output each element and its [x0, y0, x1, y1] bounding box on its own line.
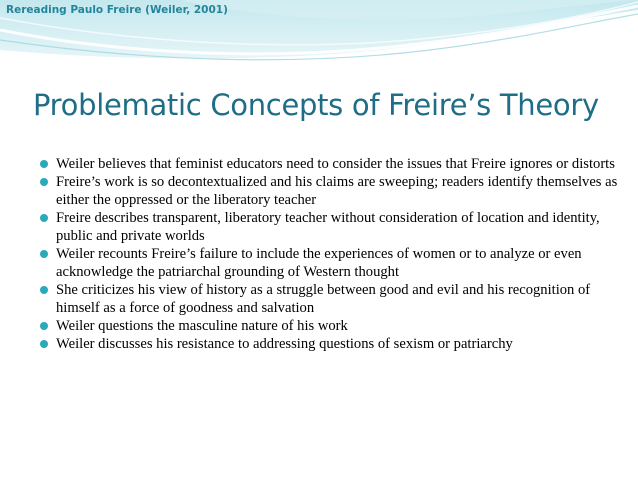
circle-bullet-icon: [40, 160, 48, 168]
bullet-item: [40, 209, 620, 245]
circle-bullet-icon: [40, 178, 48, 186]
bullet-item: [40, 173, 620, 209]
bullet-text: She criticizes his view of history as a struggle between good and evil and his recognition of himself as a force of goodness and salvation: [56, 282, 591, 316]
bullet-text: Weiler believes that feminist educators need to consider the issues that Freire ignores or distorts: [56, 156, 615, 172]
bullet-list: [40, 155, 620, 353]
bullet-item: [40, 245, 620, 281]
bullet-item: [40, 281, 620, 317]
slide-title: Problematic Concepts of Freire’s Theory: [33, 88, 599, 122]
bullet-text: Weiler recounts Freire’s failure to include the experiences of women or to analyze or even acknowledge the patriarchal grounding of Western thought: [56, 246, 582, 280]
bullet-text: Weiler questions the masculine nature of his work: [56, 318, 348, 334]
bullet-text: Freire’s work is so decontextualized and his claims are sweeping; readers identify themselves as either the oppressed or the liberatory teacher: [56, 174, 618, 208]
bullet-item: [40, 317, 620, 335]
circle-bullet-icon: [40, 322, 48, 330]
source-citation: Rereading Paulo Freire (Weiler, 2001): [6, 4, 228, 16]
circle-bullet-icon: [40, 340, 48, 348]
circle-bullet-icon: [40, 214, 48, 222]
bullet-text: Weiler discusses his resistance to addressing questions of sexism or patriarchy: [56, 336, 513, 352]
bullet-item: [40, 335, 620, 353]
bullet-text: Freire describes transparent, liberatory teacher without consideration of location and identity, public and private worlds: [56, 210, 600, 244]
bullet-item: [40, 155, 620, 173]
circle-bullet-icon: [40, 286, 48, 294]
circle-bullet-icon: [40, 250, 48, 258]
